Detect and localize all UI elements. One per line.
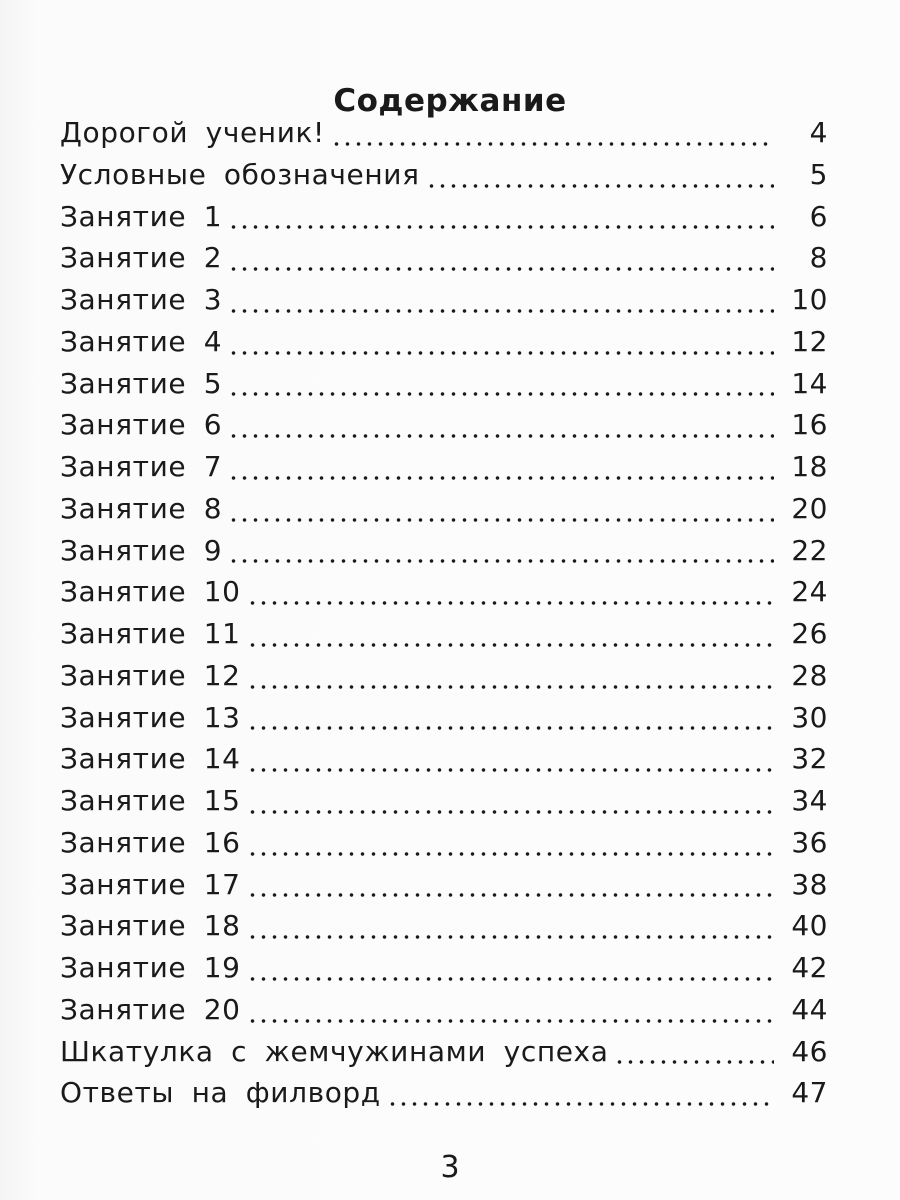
toc-row[interactable] <box>60 196 828 238</box>
dot-leader <box>247 643 774 647</box>
toc-entry-label: Занятие 9 <box>60 533 223 567</box>
toc-entry-page: 44 <box>791 992 828 1026</box>
toc-entry-page: 36 <box>791 825 828 859</box>
dot-leader <box>247 977 774 981</box>
dot-leader <box>247 810 774 814</box>
toc-row[interactable] <box>60 279 828 321</box>
dot-leader <box>228 267 774 271</box>
page-number: 3 <box>440 1150 460 1185</box>
toc-row[interactable] <box>60 1031 828 1073</box>
toc-entry-label: Занятие 8 <box>60 491 223 525</box>
toc-entry-label: Занятие 16 <box>60 825 241 859</box>
toc-entry-page: 24 <box>791 575 828 609</box>
toc-entry-label: Ответы на филворд <box>60 1076 381 1110</box>
toc-entry-page: 20 <box>791 491 828 525</box>
toc-row[interactable] <box>60 989 828 1031</box>
toc-entry-label: Занятие 10 <box>60 575 241 609</box>
dot-leader <box>228 225 774 229</box>
toc-entry-page: 18 <box>791 450 828 483</box>
toc-entry-page: 10 <box>791 283 828 316</box>
toc-row[interactable] <box>60 446 828 488</box>
toc-entry-label: Занятие 4 <box>60 324 223 358</box>
toc-row[interactable] <box>60 822 828 864</box>
dot-leader <box>614 1060 774 1064</box>
toc-entry-page: 5 <box>809 157 828 191</box>
table-of-contents <box>60 112 828 1114</box>
toc-row[interactable] <box>60 112 828 154</box>
dot-leader <box>247 852 774 856</box>
dot-leader <box>426 184 774 188</box>
dot-leader <box>387 1102 774 1106</box>
dot-leader <box>228 518 774 522</box>
toc-entry-page: 34 <box>791 784 828 817</box>
dot-leader <box>247 601 774 605</box>
dot-leader <box>228 351 774 355</box>
toc-row[interactable] <box>60 154 828 196</box>
toc-row[interactable] <box>60 321 828 363</box>
toc-entry-page: 30 <box>791 700 828 734</box>
toc-entry-page: 14 <box>791 366 828 400</box>
toc-entry-label: Занятие 14 <box>60 742 241 776</box>
toc-entry-label: Занятие 1 <box>60 199 223 233</box>
toc-row[interactable] <box>60 613 828 655</box>
toc-entry-page: 6 <box>809 199 828 233</box>
dot-leader <box>228 476 774 480</box>
toc-entry-label: Занятие 19 <box>60 951 241 984</box>
toc-entry-label: Занятие 15 <box>60 784 241 817</box>
page-title: Содержание <box>333 82 567 119</box>
toc-entry-label: Занятие 3 <box>60 283 223 316</box>
toc-row[interactable] <box>60 780 828 822</box>
toc-entry-page: 47 <box>791 1076 828 1110</box>
dot-leader <box>228 434 774 438</box>
dot-leader <box>247 685 774 689</box>
toc-row[interactable] <box>60 655 828 697</box>
toc-row[interactable] <box>60 237 828 279</box>
toc-row[interactable] <box>60 404 828 446</box>
toc-entry-label: Занятие 2 <box>60 241 223 275</box>
toc-entry-page: 46 <box>791 1034 828 1068</box>
toc-entry-label: Условные обозначения <box>60 157 420 191</box>
toc-entry-label: Занятие 13 <box>60 700 241 734</box>
toc-entry-label: Занятие 12 <box>60 658 241 692</box>
toc-entry-page: 28 <box>791 658 828 692</box>
toc-row[interactable] <box>60 530 828 572</box>
toc-entry-label: Занятие 11 <box>60 617 241 650</box>
toc-row[interactable] <box>60 905 828 947</box>
toc-entry-label: Шкатулка с жемчужинами успеха <box>60 1034 609 1068</box>
toc-entry-label: Занятие 17 <box>60 867 241 901</box>
toc-entry-label: Занятие 5 <box>60 366 223 400</box>
dot-leader <box>247 726 774 730</box>
toc-entry-label: Занятие 18 <box>60 909 241 943</box>
toc-entry-page: 32 <box>791 742 828 776</box>
dot-leader <box>247 935 774 939</box>
toc-entry-page: 42 <box>791 951 828 984</box>
toc-entry-page: 8 <box>809 241 828 275</box>
toc-row[interactable] <box>60 363 828 405</box>
toc-entry-label: Занятие 20 <box>60 992 241 1026</box>
toc-row[interactable] <box>60 738 828 780</box>
toc-entry-page: 22 <box>791 533 828 567</box>
dot-leader <box>247 1019 774 1023</box>
dot-leader <box>331 142 774 146</box>
toc-entry-page: 12 <box>791 324 828 358</box>
toc-entry-page: 4 <box>809 116 828 149</box>
toc-entry-page: 26 <box>791 617 828 650</box>
toc-entry-label: Дорогой ученик! <box>60 116 325 149</box>
toc-row[interactable] <box>60 488 828 530</box>
toc-entry-page: 40 <box>791 909 828 943</box>
dot-leader <box>228 559 774 563</box>
toc-row[interactable] <box>60 571 828 613</box>
dot-leader <box>228 392 774 396</box>
toc-entry-page: 16 <box>791 408 828 442</box>
toc-row[interactable] <box>60 697 828 739</box>
dot-leader <box>247 768 774 772</box>
toc-entry-label: Занятие 7 <box>60 450 223 483</box>
toc-entry-label: Занятие 6 <box>60 408 223 442</box>
dot-leader <box>247 893 774 897</box>
toc-row[interactable] <box>60 864 828 906</box>
toc-entry-page: 38 <box>791 867 828 901</box>
toc-row[interactable] <box>60 947 828 989</box>
toc-row[interactable] <box>60 1072 828 1114</box>
dot-leader <box>228 309 774 313</box>
